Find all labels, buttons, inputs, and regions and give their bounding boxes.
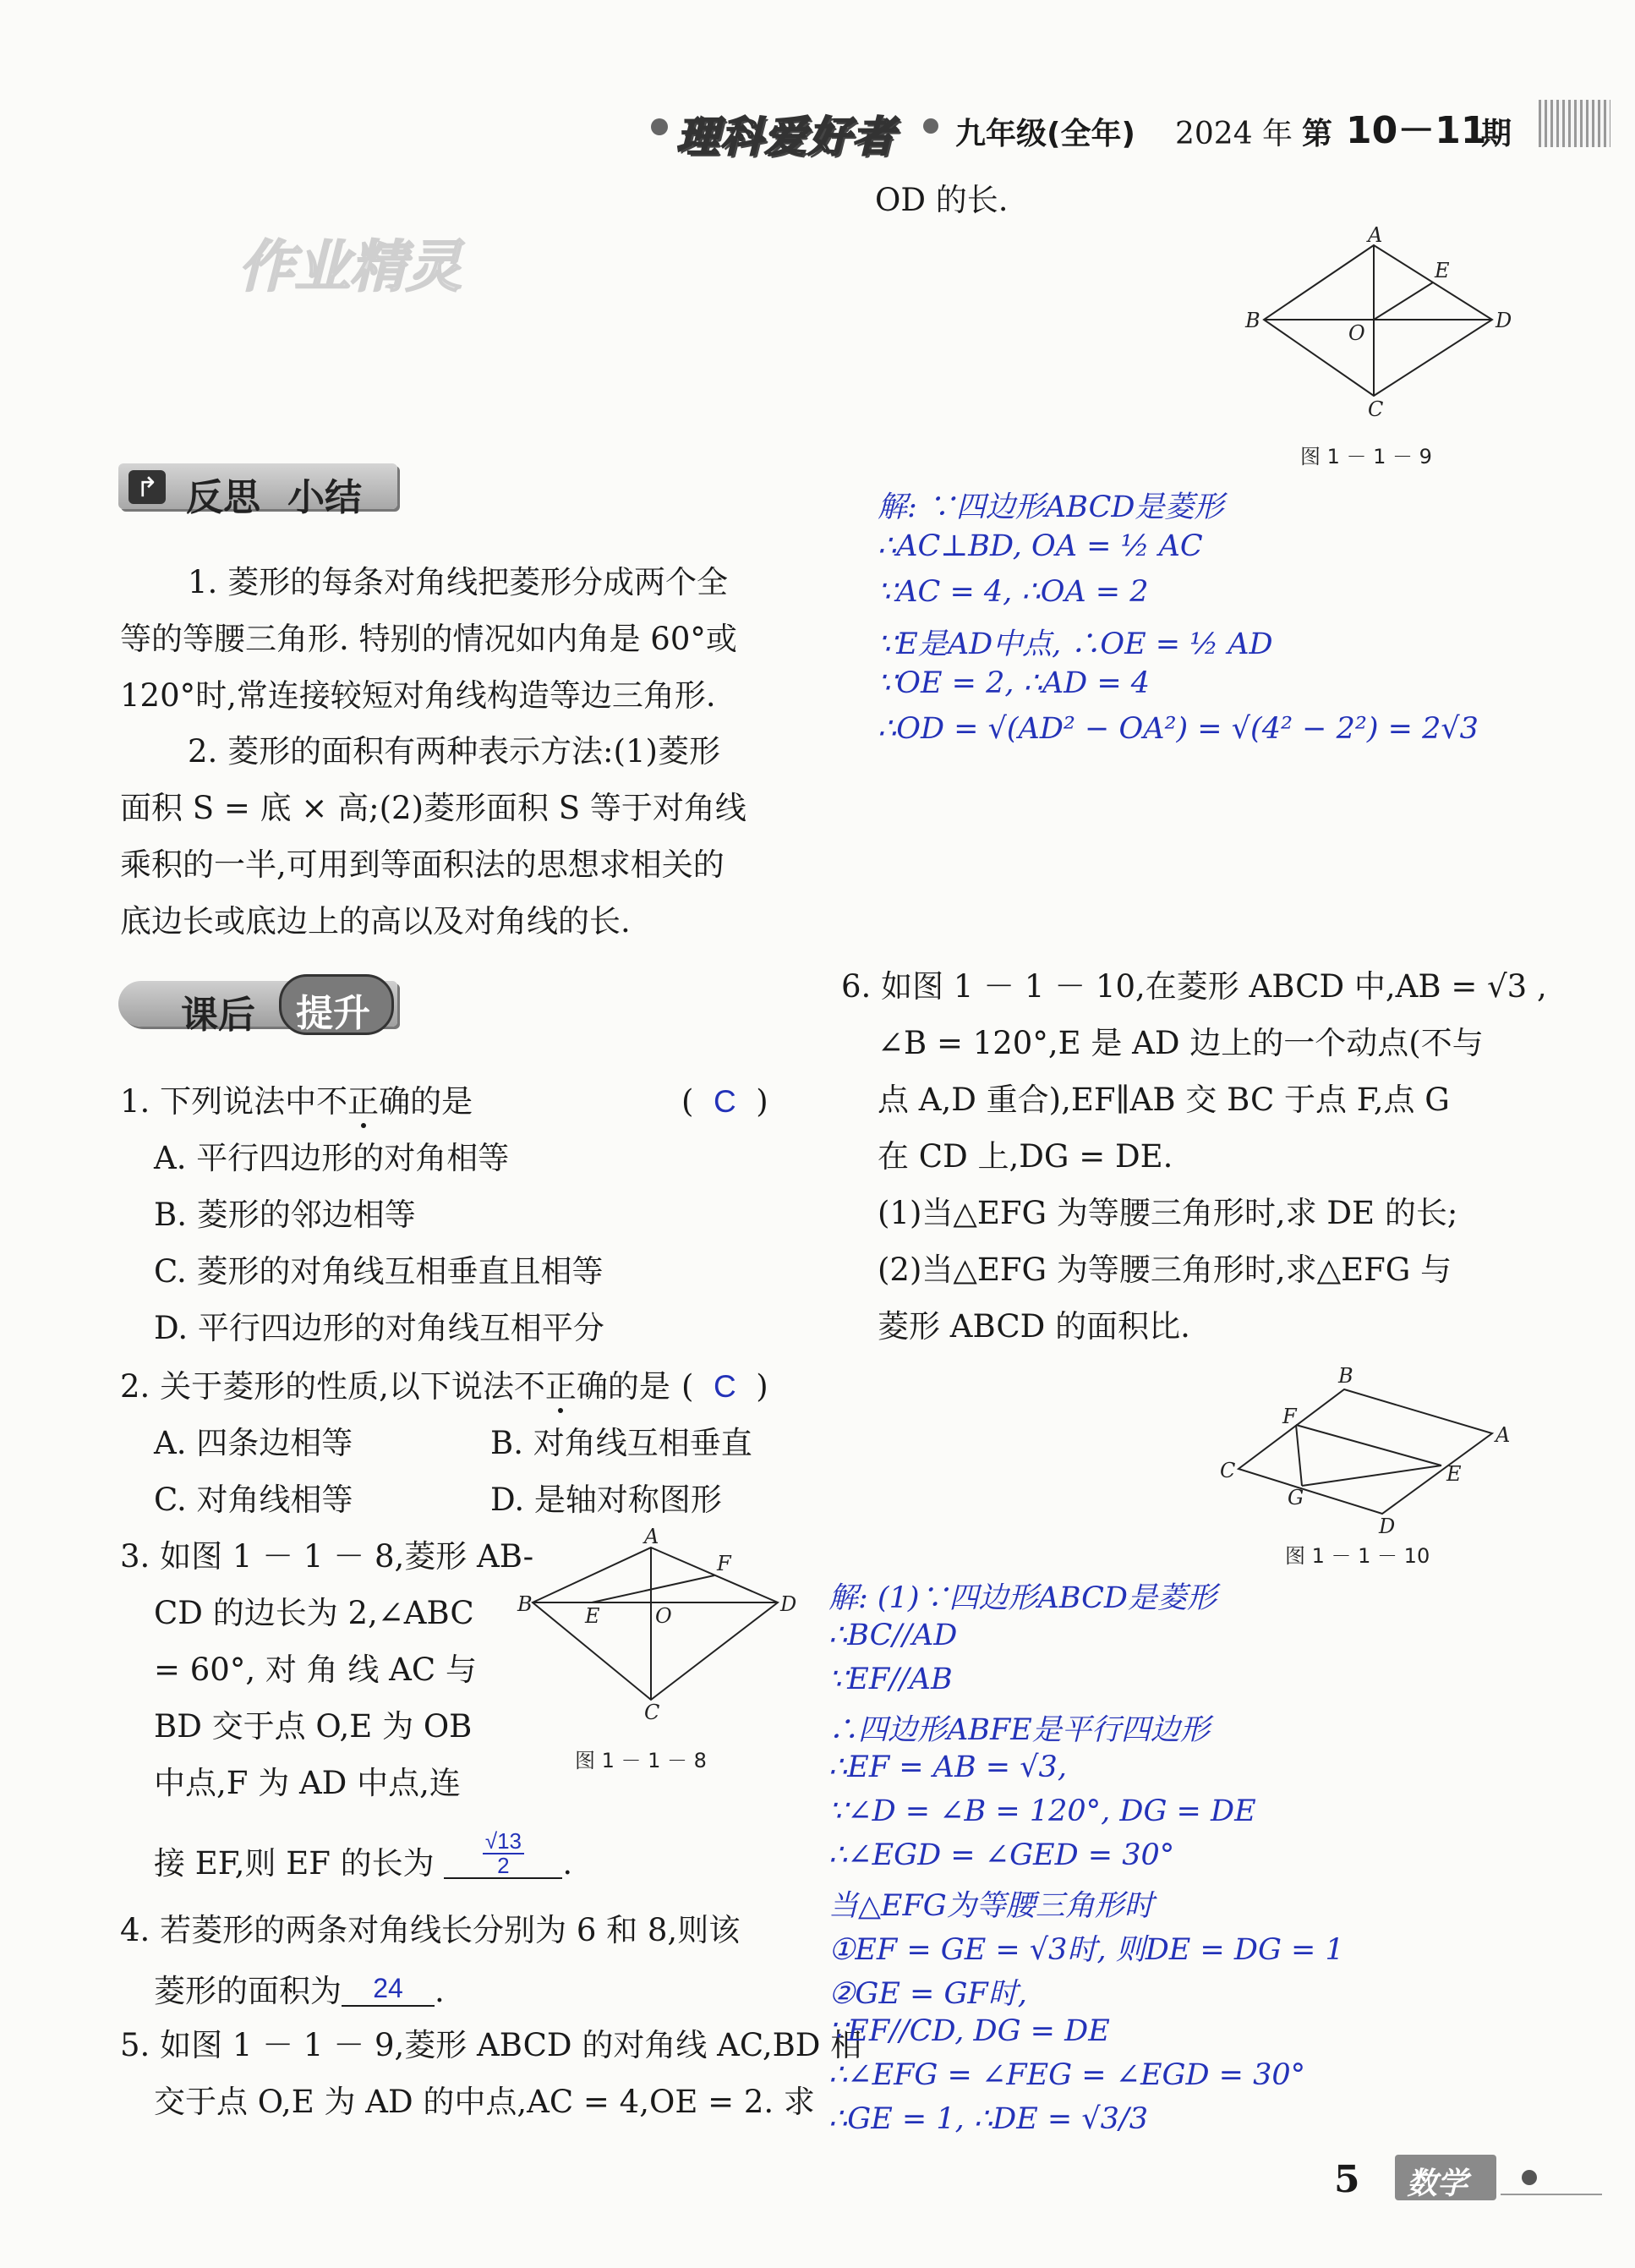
q5-sol-line-6: ∴OD = √(AD² − OA²) = √(4² − 2²) = 2√3 — [878, 712, 1479, 746]
q1-emphasis: 不正确 — [316, 1083, 411, 1120]
q5-sol-line-5: ∵OE = 2, ∴AD = 4 — [878, 666, 1151, 700]
header-grade: 九年级(全年) — [955, 117, 1135, 151]
reflection-title-a: 反思 — [186, 476, 260, 519]
q2-option-a: A. 四条边相等 — [154, 1425, 353, 1461]
q3-answer-blank — [444, 1828, 562, 1879]
header-issue-number: 10－11 — [1346, 109, 1487, 152]
footer-dot-icon — [1522, 2170, 1537, 2185]
reflection-title-b: 小结 — [287, 476, 362, 519]
q5-sol-line-1: 解: ∵四边形ABCD是菱形 — [878, 490, 1224, 524]
footer-subject: 数学 — [1407, 2167, 1468, 2201]
fig10-label-c: C — [1220, 1459, 1236, 1482]
q6-line-3: 点 A,D 重合),EF∥AB 交 BC 于点 F,点 G — [878, 1082, 1450, 1118]
q5-caption: 图 1 － 1 － 9 — [1300, 445, 1432, 468]
fig8-label-b: B — [517, 1592, 533, 1616]
footer-subject-badge — [1395, 2155, 1496, 2200]
q6-sol-line-4: ∴四边形ABFE是平行四边形 — [828, 1713, 1210, 1747]
q3-line-2: CD 的边长为 2,∠ABC — [154, 1595, 474, 1631]
q4-line-2: 菱形的面积为 24 . — [154, 1973, 445, 2009]
q4-line-1: 4. 若菱形的两条对角线长分别为 6 和 8,则该 — [120, 1912, 741, 1948]
q5-line-2: 交于点 O,E 为 AD 的中点,AC = 4,OE = 2. 求 — [154, 2084, 815, 2120]
fig10-label-d: D — [1379, 1515, 1396, 1538]
q2-answer: C — [713, 1369, 736, 1404]
q6-sol-line-11: ∵EF//CD, DG = DE — [828, 2014, 1110, 2048]
figure-1-1-10 — [1213, 1364, 1522, 1538]
q1-stem: 1. 下列说法中不正确的是 — [120, 1083, 473, 1120]
q3-line-5: 中点,F 为 AD 中点,连 — [154, 1765, 461, 1801]
q6-sol-line-2: ∴BC//AD — [828, 1619, 958, 1652]
q3-line-3: = 60°, 对 角 线 AC 与 — [154, 1652, 477, 1688]
q5-line-3: OD 的长. — [875, 182, 1009, 218]
header-dot-icon — [651, 118, 668, 135]
fig9-label-d: D — [1496, 309, 1512, 332]
q5-line-1: 5. 如图 1 － 1 － 9,菱形 ABCD 的对角线 AC,BD 相 — [120, 2027, 862, 2063]
q2-stem: 2. 关于菱形的性质,以下说法不正确的是 — [120, 1368, 670, 1405]
q6-caption: 图 1 － 1 － 10 — [1285, 1544, 1430, 1568]
footer-rule — [1501, 2194, 1602, 2195]
q1-option-a: A. 平行四边形的对角相等 — [154, 1140, 510, 1176]
fig8-label-o: O — [655, 1604, 672, 1628]
header-issue-prefix: 第 — [1302, 117, 1333, 151]
after-class-title-a: 课后 — [181, 994, 255, 1037]
page-number: 5 — [1334, 2158, 1360, 2201]
q3-last-line: 接 EF,则 EF 的长为 $\frac{√13}{2}$ . — [154, 1828, 573, 1882]
fig9-label-o: O — [1348, 321, 1365, 345]
q6-sol-line-10: ②GE = GF时, — [828, 1977, 1027, 2011]
q3-answer: $\frac{√13}{2}$ — [483, 1830, 524, 1878]
fig10-label-a: A — [1496, 1423, 1511, 1447]
header-issue-suffix: 期 — [1481, 117, 1512, 151]
header-stripes — [1539, 100, 1610, 147]
watermark-text: 作业精灵 — [238, 234, 462, 299]
fig10-label-b: B — [1338, 1364, 1353, 1388]
header-brand: 理科爱好者 — [676, 112, 896, 162]
fig8-label-e: E — [585, 1604, 600, 1628]
q5-sol-line-4: ∵E是AD中点, ∴OE = ½ AD — [878, 627, 1273, 661]
q2-option-c: C. 对角线相等 — [154, 1482, 353, 1518]
q6-sol-line-6: ∵∠D = ∠B = 120°, DG = DE — [828, 1794, 1256, 1828]
q1-answer-slot: ( C ) — [681, 1083, 768, 1120]
q6-sol-line-3: ∵EF//AB — [828, 1663, 953, 1696]
q1-answer: C — [713, 1084, 736, 1119]
q2-option-b: B. 对角线互相垂直 — [490, 1425, 752, 1461]
fig10-label-f: F — [1282, 1405, 1297, 1428]
q6-line-1: 6. 如图 1 － 1 － 10,在菱形 ABCD 中,AB = √3 , — [841, 968, 1547, 1005]
fig9-label-e: E — [1435, 259, 1450, 282]
arrow-icon: ↱ — [129, 470, 166, 504]
fig8-label-d: D — [780, 1592, 797, 1616]
q1-option-c: C. 菱形的对角线互相垂直且相等 — [154, 1253, 604, 1290]
q1-option-d: D. 平行四边形的对角线互相平分 — [154, 1310, 604, 1346]
q6-line-2: ∠B = 120°,E 是 AD 边上的一个动点(不与 — [878, 1025, 1484, 1061]
q5-sol-line-2: ∴AC⊥BD, OA = ½ AC — [878, 529, 1203, 563]
q6-line-6: (2)当△EFG 为等腰三角形时,求△EFG 与 — [878, 1252, 1452, 1288]
q4-answer: 24 — [373, 1973, 403, 2003]
q6-sol-line-1: 解: (1)∵四边形ABCD是菱形 — [828, 1581, 1217, 1615]
figure-1-1-9 — [1239, 223, 1512, 421]
fig8-label-f: F — [717, 1552, 731, 1575]
q6-sol-line-8: 当△EFG为等腰三角形时 — [828, 1889, 1154, 1923]
figure-1-1-8 — [516, 1525, 797, 1724]
q6-sol-line-12: ∴∠EFG = ∠FEG = ∠EGD = 30° — [828, 2058, 1306, 2092]
q6-sol-line-9: ①EF = GE = √3时, 则DE = DG = 1 — [828, 1933, 1344, 1967]
q6-line-5: (1)当△EFG 为等腰三角形时,求 DE 的长; — [878, 1195, 1458, 1231]
q6-line-7: 菱形 ABCD 的面积比. — [878, 1308, 1190, 1345]
after-class-banner — [118, 969, 406, 1037]
q3-caption: 图 1 － 1 － 8 — [575, 1749, 707, 1772]
fig10-label-e: E — [1446, 1462, 1462, 1486]
header-dot-icon-2 — [923, 118, 938, 134]
q6-sol-line-7: ∴∠EGD = ∠GED = 30° — [828, 1838, 1175, 1872]
q2-answer-slot: ( C ) — [681, 1368, 768, 1405]
header-year: 2024 年 — [1175, 117, 1293, 151]
q4-answer-blank — [342, 1971, 435, 2007]
fig9-label-a: A — [1368, 223, 1383, 247]
reflection-banner — [118, 457, 406, 519]
after-class-title-b: 提升 — [296, 992, 370, 1035]
fig8-label-c: C — [644, 1701, 660, 1724]
fig8-label-a: A — [644, 1525, 659, 1548]
q6-line-4: 在 CD 上,DG = DE. — [878, 1138, 1173, 1175]
q6-sol-line-13: ∴GE = 1, ∴DE = √3/3 — [828, 2102, 1148, 2136]
q3-line-4: BD 交于点 O,E 为 OB — [154, 1708, 473, 1745]
page-header — [626, 100, 1610, 162]
q3-line-1: 3. 如图 1 － 1 － 8,菱形 AB- — [120, 1538, 534, 1575]
fig10-label-g: G — [1288, 1486, 1304, 1509]
q2-emphasis: 不正确 — [513, 1368, 608, 1405]
q2-option-d: D. 是轴对称图形 — [490, 1482, 722, 1518]
q1-option-b: B. 菱形的邻边相等 — [154, 1197, 416, 1233]
q5-sol-line-3: ∵AC = 4, ∴OA = 2 — [878, 575, 1149, 609]
fig9-label-b: B — [1245, 309, 1260, 332]
fig9-label-c: C — [1368, 397, 1384, 421]
q6-sol-line-5: ∴EF = AB = √3, — [828, 1750, 1067, 1784]
